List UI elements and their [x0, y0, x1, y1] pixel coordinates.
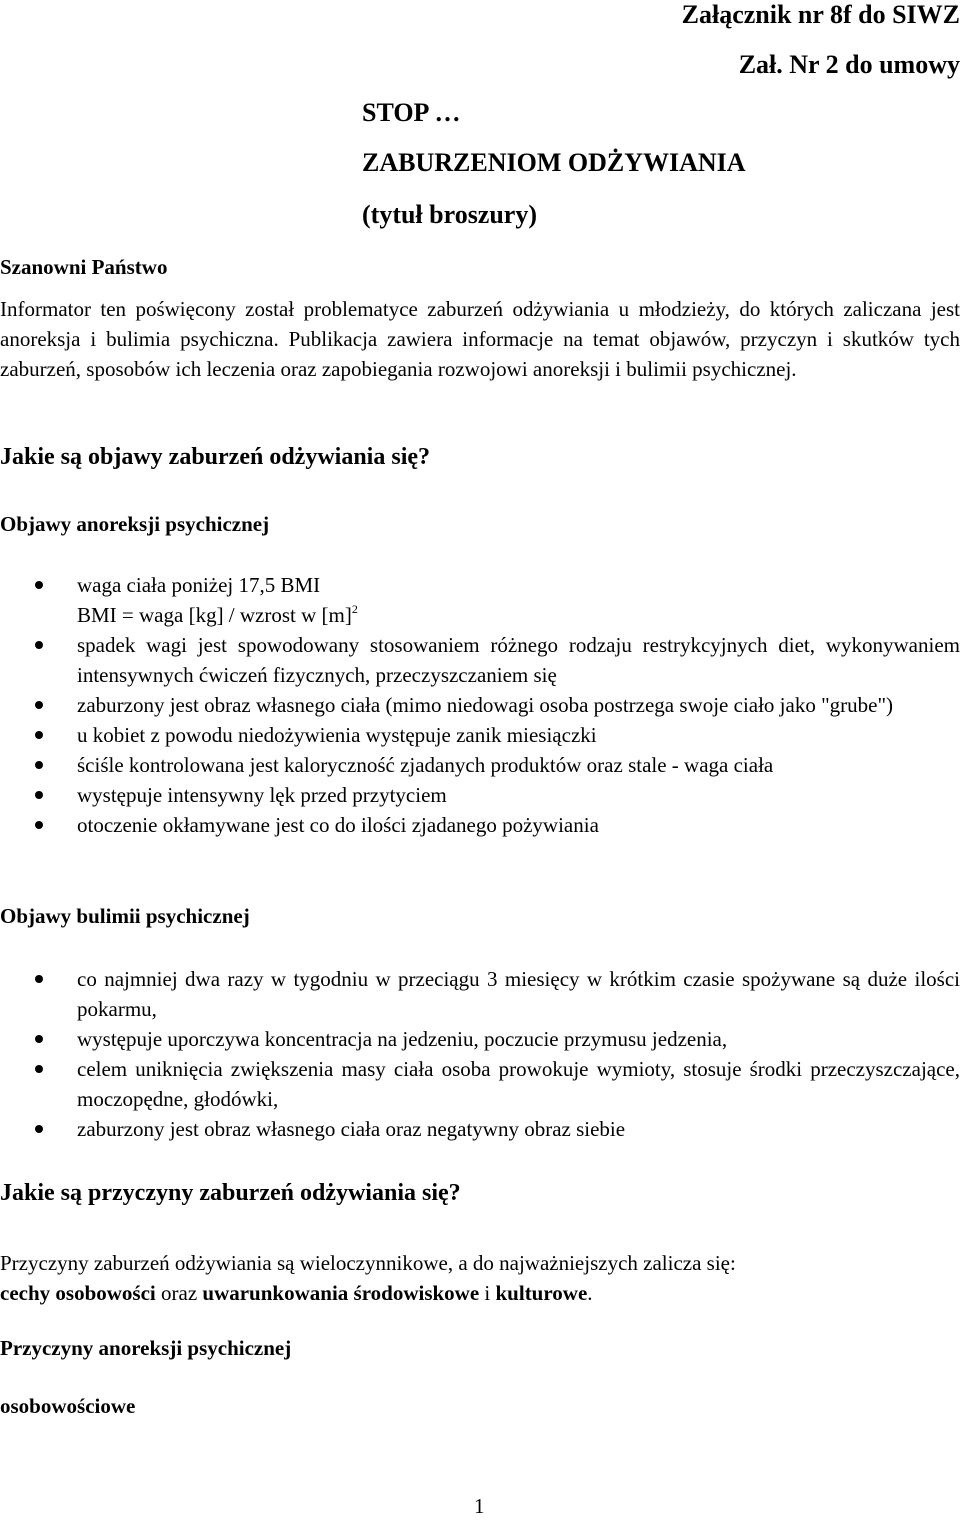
title-line-1: STOP …: [362, 98, 461, 127]
intro-paragraph: Informator ten poświęcony został problematyce zaburzeń odżywiania u młodzieży, do których zaliczana jest anoreksja i bulimia psychiczna. Publikacja zawiera informacje na temat objawów, przyczyn i skutków tych zaburzeń, sposobów ich leczenia oraz zapobiegania rozwojowi anoreksji i bulimii psychicznej.: [0, 297, 960, 381]
list-item-text: występuje uporczywa koncentracja na jedzeniu, poczucie przymusu jedzenia,: [77, 1027, 728, 1051]
personality-causes-subheading: osobowościowe: [0, 1394, 136, 1418]
list-item-text: zaburzony jest obraz własnego ciała oraz negatywny obraz siebie: [77, 1117, 626, 1141]
conjunction: oraz: [155, 1281, 203, 1305]
symptoms-heading: Jakie są objawy zaburzeń odżywiania się?: [0, 444, 431, 470]
anorexia-causes-heading: Przyczyny anoreksji psychicznej: [0, 1336, 292, 1360]
sentence-end: .: [587, 1281, 593, 1305]
bmi-formula: BMI = waga [kg] / wzrost w [m]: [77, 603, 352, 627]
bulimia-symptoms-heading: Objawy bulimii psychicznej: [0, 904, 250, 928]
conjunction: i: [479, 1281, 496, 1305]
title-line-2: ZABURZENIOM ODŻYWIANIA: [362, 148, 746, 177]
list-item: [0, 780, 960, 810]
bullet-icon: [35, 821, 43, 829]
bulimia-symptoms-list: [0, 964, 960, 1144]
list-item-text: zaburzony jest obraz własnego ciała (mimo niedowagi osoba postrzega swoje ciało jako "grube"): [77, 693, 894, 717]
bullet-icon: [35, 641, 43, 649]
page-number: 1: [474, 1494, 485, 1518]
list-item-text: otoczenie okłamywane jest co do ilości zjadanego pożywiania: [77, 813, 599, 837]
bmi-exponent: 2: [351, 602, 358, 616]
bullet-icon: [35, 1125, 43, 1133]
greeting: Szanowni Państwo: [0, 255, 168, 279]
list-item-text: celem uniknięcia zwiększenia masy ciała osoba prowokuje wymioty, stosuje środki przeczyszczające, moczopędne, głodówki,: [77, 1057, 960, 1111]
list-item: [0, 964, 960, 1024]
list-item-text: u kobiet z powodu niedożywienia występuje zanik miesiączki: [77, 723, 597, 747]
list-item-text: występuje intensywny lęk przed przytyciem: [77, 783, 447, 807]
bullet-icon: [35, 791, 43, 799]
factor-environmental: uwarunkowania środowiskowe: [202, 1281, 480, 1305]
list-item: [0, 1054, 960, 1114]
factor-personality: cechy osobowości: [0, 1281, 156, 1305]
bullet-icon: [35, 975, 43, 983]
list-item: [0, 1024, 960, 1054]
list-item: [0, 630, 960, 690]
list-item: [0, 690, 960, 720]
causes-intro-text: Przyczyny zaburzeń odżywiania są wieloczynnikowe, a do najważniejszych zalicza się:: [0, 1251, 736, 1275]
attachment-label: Załącznik nr 8f do SIWZ: [681, 0, 960, 29]
bullet-icon: [35, 731, 43, 739]
factor-cultural: kulturowe: [495, 1281, 588, 1305]
bullet-icon: [35, 701, 43, 709]
list-item: [0, 810, 960, 840]
contract-attachment-label: Zał. Nr 2 do umowy: [738, 50, 960, 79]
list-item: [0, 720, 960, 750]
bullet-icon: [35, 581, 43, 589]
bullet-icon: [35, 1065, 43, 1073]
causes-heading: Jakie są przyczyny zaburzeń odżywiania się?: [0, 1180, 461, 1206]
title-line-3: (tytuł broszury): [362, 200, 538, 229]
anorexia-symptoms-heading: Objawy anoreksji psychicznej: [0, 512, 270, 536]
anorexia-symptoms-list: [0, 570, 960, 840]
list-item-text: waga ciała poniżej 17,5 BMI: [77, 573, 321, 597]
list-item-text: spadek wagi jest spowodowany stosowaniem różnego rodzaju restrykcyjnych diet, wykonywaniem intensywnych ćwiczeń fizycznych, przeczyszczaniem się: [77, 633, 960, 687]
bullet-icon: [35, 1035, 43, 1043]
bullet-icon: [35, 761, 43, 769]
list-item-text: co najmniej dwa razy w tygodniu w przeciągu 3 miesięcy w krótkim czasie spożywane są duże ilości pokarmu,: [77, 967, 960, 1021]
causes-paragraph: [0, 1248, 960, 1308]
list-item: [0, 1114, 960, 1144]
list-item-text: ściśle kontrolowana jest kaloryczność zjadanych produktów oraz stale - waga ciała: [77, 753, 774, 777]
list-item: [0, 570, 960, 630]
list-item: [0, 750, 960, 780]
